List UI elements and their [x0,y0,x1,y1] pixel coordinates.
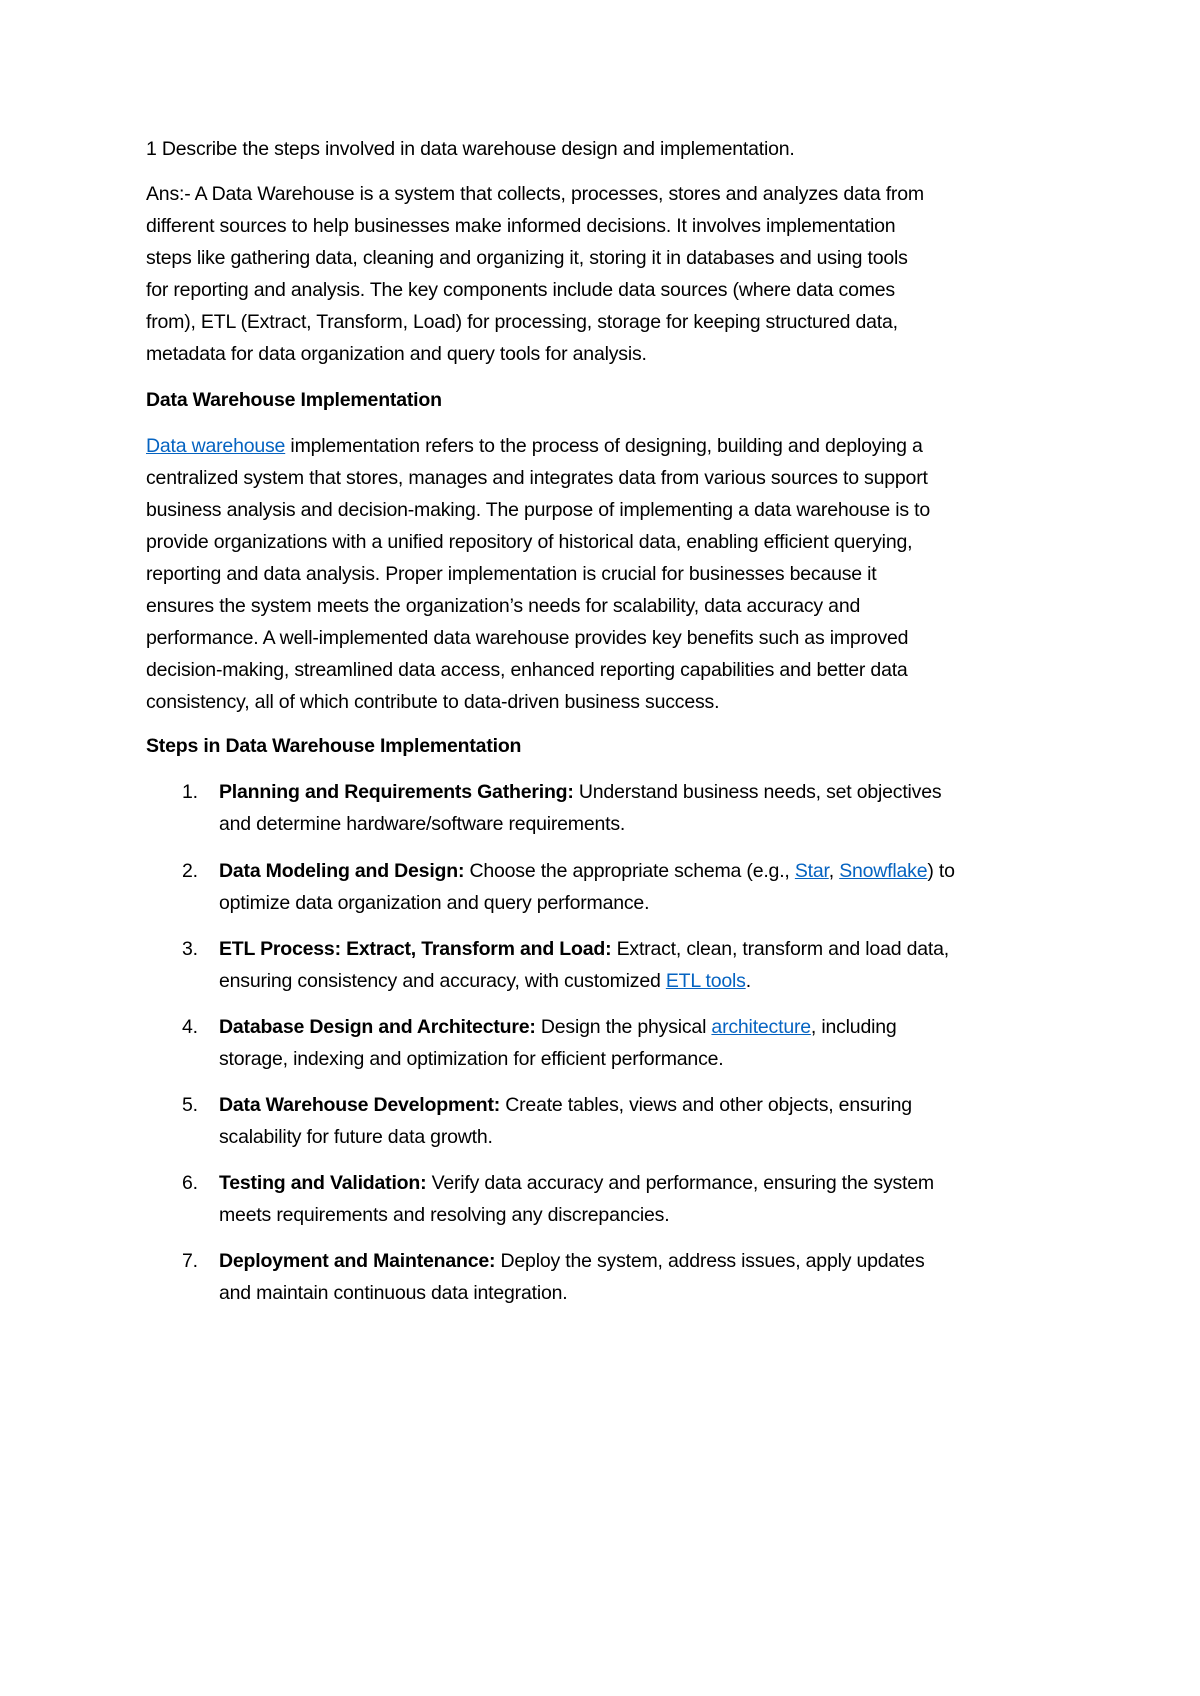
text-line [219,1121,912,1153]
text-segment: meets requirements and resolving any discrepancies. [219,1204,670,1226]
text-line [146,462,930,494]
text-segment: Deploy the system, address issues, apply updates [495,1250,925,1272]
text-segment: . [745,970,751,992]
list-item-text [219,776,941,840]
text-segment: consistency, all of which contribute to data-driven business success. [146,691,720,713]
section-heading-steps: Steps in Data Warehouse Implementation [146,735,522,757]
text-line [219,1089,912,1121]
text-line [219,1167,934,1199]
text-line [219,887,955,919]
answer-paragraph [146,178,924,370]
list-number: 1. [182,781,198,803]
text-segment: scalability for future data growth. [219,1126,493,1148]
text-line [146,306,924,338]
text-segment: Create tables, views and other objects, ensuring [500,1094,912,1116]
hyperlink[interactable]: Star [794,860,829,882]
text-segment: ensuring consistency and accuracy, with customized [219,970,666,992]
list-item-text [219,1245,925,1309]
text-line [219,808,941,840]
text-line [146,178,924,210]
text-segment: Ans:- A Data Warehouse is a system that collects, processes, stores and analyzes data from [146,183,924,205]
question-title: 1 Describe the steps involved in data warehouse design and implementation. [146,138,795,160]
text-segment: decision-making, streamlined data access, enhanced reporting capabilities and better data [146,659,908,681]
hyperlink[interactable]: architecture [711,1016,811,1038]
text-segment: Verify data accuracy and performance, ensuring the system [426,1172,934,1194]
hyperlink[interactable]: Snowflake [839,860,928,882]
text-line [146,558,930,590]
text-line [219,1043,897,1075]
text-line [219,965,949,997]
list-item-text [219,855,955,919]
text-line [146,210,924,242]
text-line [219,1011,897,1043]
step-title: Data Modeling and Design: [219,860,465,882]
text-line [146,430,930,462]
text-segment: , including [810,1016,897,1038]
list-item-text [219,1011,897,1075]
list-item-text [219,1089,912,1153]
text-segment: Extract, clean, transform and load data, [611,938,949,960]
text-segment: Choose the appropriate schema (e.g., [464,860,795,882]
list-item-text [219,933,949,997]
text-segment: different sources to help businesses make informed decisions. It involves implementation [146,215,896,237]
implementation-paragraph [146,430,930,718]
text-segment: provide organizations with a unified repository of historical data, enabling efficient querying, [146,531,913,553]
text-line [219,1277,925,1309]
hyperlink[interactable]: ETL tools [665,970,746,992]
text-segment: metadata for data organization and query tools for analysis. [146,343,647,365]
step-title: ETL Process: Extract, Transform and Load: [219,938,612,960]
step-title: Database Design and Architecture: [219,1016,536,1038]
list-number: 4. [182,1016,198,1038]
text-segment: optimize data organization and query performance. [219,892,650,914]
text-segment: Understand business needs, set objectives [573,781,942,803]
text-line [146,274,924,306]
step-title: Testing and Validation: [219,1172,427,1194]
text-line [146,526,930,558]
text-segment: and determine hardware/software requirements. [219,813,626,835]
step-title: Planning and Requirements Gathering: [219,781,574,803]
text-segment: ) to [927,860,955,882]
text-line [219,855,955,887]
list-number: 7. [182,1250,198,1272]
text-segment: Design the physical [535,1016,712,1038]
hyperlink[interactable]: Data warehouse [146,435,286,457]
text-segment: and maintain continuous data integration. [219,1282,568,1304]
text-line [146,654,930,686]
text-line [219,1245,925,1277]
text-segment: centralized system that stores, manages and integrates data from various sources to support [146,467,928,489]
text-line [146,686,930,718]
list-item-text [219,1167,934,1231]
text-segment: from), ETL (Extract, Transform, Load) for processing, storage for keeping structured data, [146,311,898,333]
text-segment: storage, indexing and optimization for efficient performance. [219,1048,724,1070]
list-number: 6. [182,1172,198,1194]
text-segment: steps like gathering data, cleaning and organizing it, storing it in databases and using tools [146,247,908,269]
text-segment: , [828,860,840,882]
list-number: 2. [182,860,198,882]
text-segment: reporting and data analysis. Proper implementation is crucial for businesses because it [146,563,877,585]
list-number: 5. [182,1094,198,1116]
text-segment: business analysis and decision-making. The purpose of implementing a data warehouse is to [146,499,930,521]
text-line [146,622,930,654]
text-line [146,338,924,370]
text-segment: implementation refers to the process of designing, building and deploying a [285,435,923,457]
step-title: Data Warehouse Development: [219,1094,501,1116]
text-line [146,494,930,526]
text-line [219,776,941,808]
text-line [146,242,924,274]
text-line [219,933,949,965]
text-line [219,1199,934,1231]
text-segment: ensures the system meets the organization’s needs for scalability, data accuracy and [146,595,861,617]
text-segment: performance. A well-implemented data warehouse provides key benefits such as improved [146,627,909,649]
section-heading-implementation: Data Warehouse Implementation [146,389,442,411]
text-line [146,590,930,622]
text-segment: for reporting and analysis. The key components include data sources (where data comes [146,279,895,301]
step-title: Deployment and Maintenance: [219,1250,496,1272]
list-number: 3. [182,938,198,960]
